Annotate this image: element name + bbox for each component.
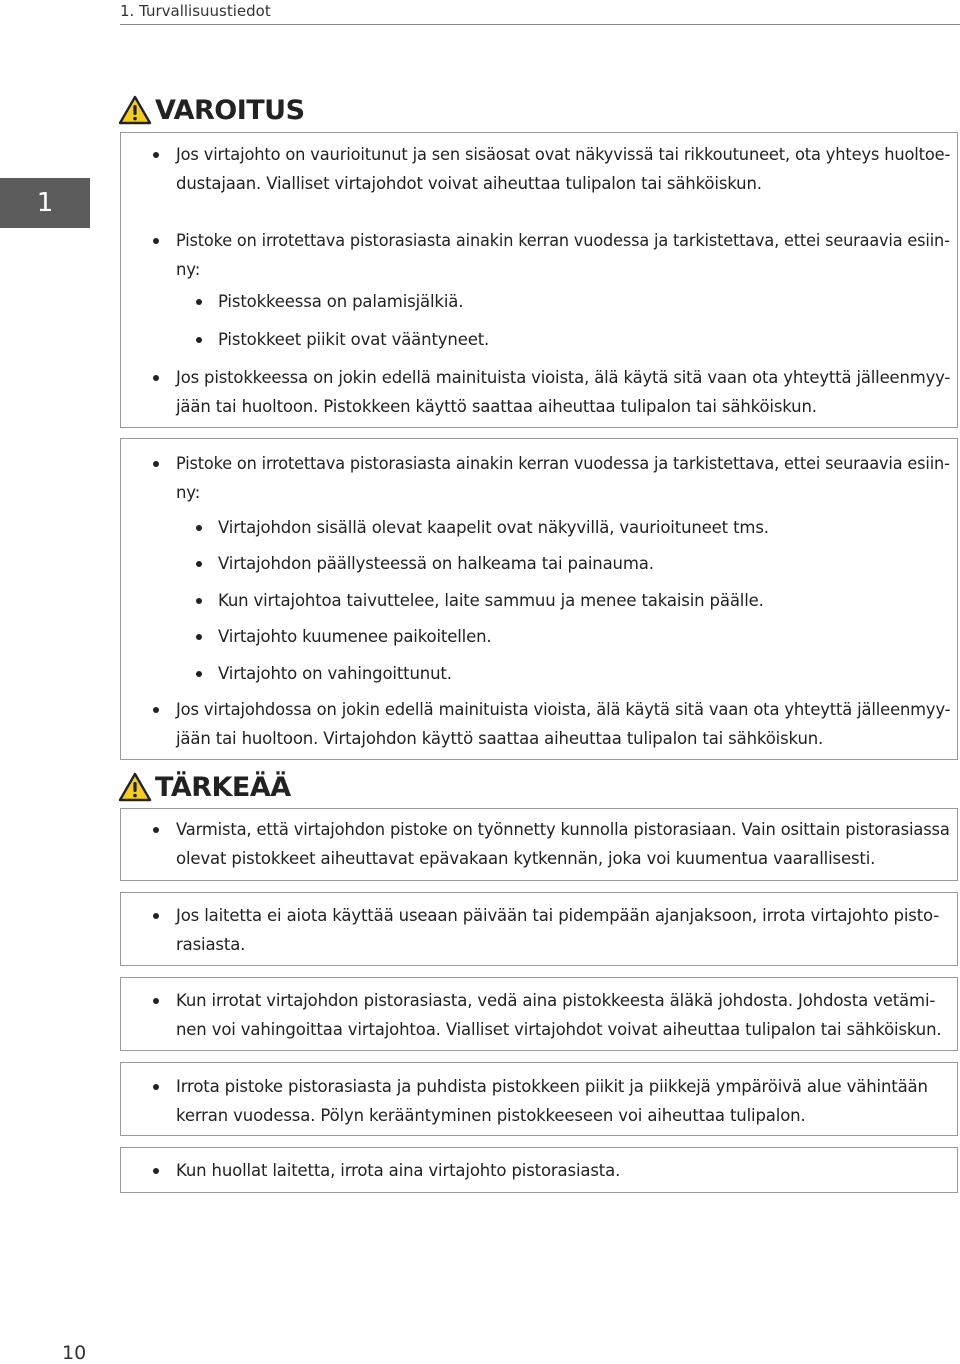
- warning-2-sub-5: Virtajohto on vahingoittunut.: [218, 664, 452, 683]
- warning-1-sub-2: Pistokkeet piikit ovat vääntyneet.: [218, 330, 490, 349]
- warning-1-sub-1: Pistokkeessa on palamisjälkiä.: [218, 292, 464, 311]
- bullet: [153, 1168, 159, 1174]
- important-5-line-1: Kun huollat laitetta, irrota aina virtajohto pistorasiasta.: [176, 1161, 621, 1180]
- chapter-tab: 1: [0, 178, 90, 228]
- important-3-line-2: nen voi vahingoittaa virtajohtoa. Vialliset virtajohdot voivat aiheuttaa tulipalon tai sähköiskun.: [176, 1020, 942, 1039]
- important-2-line-1: Jos laitetta ei aiota käyttää useaan päivään tai pidempään ajanjaksoon, irrota virtajohto pisto-: [176, 906, 940, 925]
- bullet: [153, 1084, 159, 1090]
- important-3-line-1: Kun irrotat virtajohdon pistorasiasta, vedä aina pistokkeesta äläkä johdosta. Johdosta vetämi-: [176, 991, 936, 1010]
- warning-2-sub-2: Virtajohdon päällysteessä on halkeama tai painauma.: [218, 554, 654, 573]
- bullet: [153, 152, 159, 158]
- warning-heading: [118, 94, 305, 126]
- sub-bullet: [196, 561, 202, 567]
- warning-1-bullet-1-line-2: dustajaan. Vialliset virtajohdot voivat aiheuttaa tulipalon tai sähköiskun.: [176, 174, 762, 193]
- warning-1-bullet-3-line-1: Jos pistokkeessa on jokin edellä mainituista vioista, älä käytä sitä vaan ota yhteyttä jälleenmyy-: [176, 368, 951, 387]
- bullet: [153, 913, 159, 919]
- warning-2-bullet-2-line-1: Jos virtajohdossa on jokin edellä mainituista vioista, älä käytä sitä vaan ota yhteyttä jälleenmyy-: [176, 700, 951, 719]
- page-number: 10: [62, 1342, 87, 1364]
- sub-bullet: [196, 337, 202, 343]
- warning-2-sub-1: Virtajohdon sisällä olevat kaapelit ovat näkyvillä, vaurioituneet tms.: [218, 518, 769, 537]
- warning-2-sub-4: Virtajohto kuumenee paikoitellen.: [218, 627, 492, 646]
- bullet: [153, 461, 159, 467]
- warning-2-bullet-1-line-2: ny:: [176, 483, 201, 502]
- warning-1-bullet-3-line-2: jään tai huoltoon. Pistokkeen käyttö saattaa aiheuttaa tulipalon tai sähköiskun.: [176, 397, 817, 416]
- important-heading-text: TÄRKEÄÄ: [155, 771, 291, 803]
- important-4-line-2: kerran vuodessa. Pölyn kerääntyminen pistokkeeseen voi aiheuttaa tulipalon.: [176, 1106, 806, 1125]
- bullet: [153, 238, 159, 244]
- warning-triangle-icon: [118, 95, 152, 125]
- bullet: [153, 375, 159, 381]
- header-rule: [120, 24, 960, 25]
- warning-triangle-icon: [118, 772, 152, 802]
- sub-bullet: [196, 299, 202, 305]
- warning-1-bullet-2-line-1: Pistoke on irrotettava pistorasiasta ainakin kerran vuodessa ja tarkistettava, ettei seuraavia esiin-: [176, 231, 950, 250]
- warning-2-sub-3: Kun virtajohtoa taivuttelee, laite sammuu ja menee takaisin päälle.: [218, 591, 764, 610]
- important-4-line-1: Irrota pistoke pistorasiasta ja puhdista pistokkeen piikit ja piikkejä ympäröivä alue vähintään: [176, 1077, 928, 1096]
- sub-bullet: [196, 634, 202, 640]
- sub-bullet: [196, 671, 202, 677]
- warning-2-bullet-1-line-1: Pistoke on irrotettava pistorasiasta ainakin kerran vuodessa ja tarkistettava, ettei seuraavia esiin-: [176, 454, 950, 473]
- important-1-line-1: Varmista, että virtajohdon pistoke on työnnetty kunnolla pistorasiaan. Vain osittain pistorasiassa: [176, 820, 950, 839]
- bullet: [153, 998, 159, 1004]
- warning-heading-text: VAROITUS: [155, 94, 305, 126]
- sub-bullet: [196, 525, 202, 531]
- sub-bullet: [196, 598, 202, 604]
- bullet: [153, 707, 159, 713]
- warning-2-bullet-2-line-2: jään tai huoltoon. Virtajohdon käyttö saattaa aiheuttaa tulipalon tai sähköiskun.: [176, 729, 824, 748]
- important-heading: [118, 771, 291, 803]
- warning-1-bullet-2-line-2: ny:: [176, 260, 201, 279]
- important-1-line-2: olevat pistokkeet aiheuttavat epävakaan kytkennän, joka voi kuumentua vaarallisesti.: [176, 849, 876, 868]
- bullet: [153, 827, 159, 833]
- warning-1-bullet-1-line-1: Jos virtajohto on vaurioitunut ja sen sisäosat ovat näkyvissä tai rikkoutuneet, ota yhteys huoltoe-: [176, 145, 951, 164]
- important-2-line-2: rasiasta.: [176, 935, 246, 954]
- running-header: 1. Turvallisuustiedot: [120, 2, 271, 20]
